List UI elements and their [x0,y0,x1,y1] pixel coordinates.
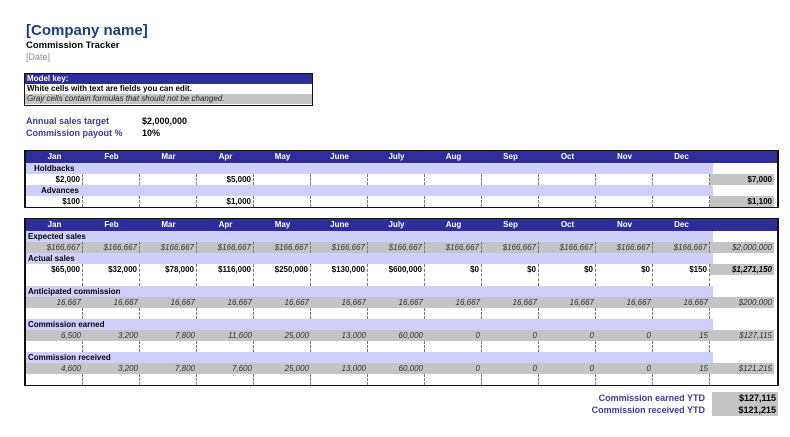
actual-sales-label-row [26,253,777,264]
commission-earned-label-row [26,319,777,330]
commission-earned-cell: 0 [482,330,539,341]
actual-sales-cell[interactable]: $0 [596,264,653,286]
month-header: Oct [560,220,575,229]
model-key-heading: Model key: [25,74,312,84]
blank-cell [254,374,311,385]
month-header: Mar [161,220,176,229]
blank-cell [425,374,482,385]
blank-cell [425,341,482,352]
commission-earned-cell: 3,200 [83,330,140,341]
holdback-cell[interactable] [539,174,596,185]
blank-cell [368,308,425,319]
actual-sales-cell[interactable]: $150 [653,264,710,286]
commission-received-cell: 13,000 [311,363,368,374]
model-key [24,73,313,106]
expected-sales-cell: $166,667 [425,242,482,253]
commission-earned-cell: 0 [539,330,596,341]
blank-cell [140,374,197,385]
expected-sales-label: Expected sales [28,232,86,241]
advance-cell[interactable] [539,196,596,207]
expected-sales-cell: $166,667 [197,242,254,253]
total-blank [713,163,777,174]
blank-cell [710,341,774,352]
payout-percent-input[interactable]: 10% [142,128,161,138]
commission-earned-cell: 7,800 [140,330,197,341]
holdback-cell[interactable]: $5,000 [197,174,254,185]
total-blank [713,352,777,363]
expected-sales-cell: $166,667 [311,242,368,253]
commission-received-cell: 0 [425,363,482,374]
advances-values-row [26,196,777,207]
blank-cell [83,308,140,319]
blank-cell [197,374,254,385]
total-blank [713,185,777,196]
blank-cell [596,341,653,352]
commission-earned-ytd-label: Commission earned YTD [598,393,705,403]
blank-cell [140,341,197,352]
blank-cell [26,374,83,385]
holdback-cell[interactable] [311,174,368,185]
blank-cell [311,341,368,352]
total-blank [713,253,777,264]
actual-sales-cell[interactable]: $0 [425,264,482,286]
expected-sales-cell: $166,667 [83,242,140,253]
commission-earned-cell: 11,600 [197,330,254,341]
blank-cell [539,374,596,385]
anticipated-commission-cell: 16,667 [368,297,425,308]
blank-cell [653,341,710,352]
anticipated-commission-total: $200,000 [710,297,774,308]
month-header: May [274,220,291,229]
commission-received-cell: 4,600 [26,363,83,374]
commission-received-ytd-value: $121,215 [738,405,776,415]
expected-sales-row [26,242,777,253]
holdback-cell[interactable]: $2,000 [26,174,83,185]
blank-cell [425,308,482,319]
month-header: Feb [104,152,119,161]
anticipated-commission-cell: 16,667 [482,297,539,308]
actual-sales-cell[interactable]: $0 [539,264,596,286]
commission-received-cell: 0 [539,363,596,374]
anticipated-commission-cell: 16,667 [596,297,653,308]
blank-cell [197,308,254,319]
expected-sales-cell: $166,667 [26,242,83,253]
sales-target-label: Annual sales target [26,116,110,126]
commission-received-cell: 15 [653,363,710,374]
commission-earned-cell: 0 [425,330,482,341]
month-header: Mar [161,152,176,161]
advance-cell[interactable] [482,196,539,207]
blank-cell [26,308,83,319]
actual-sales-cell[interactable]: $130,000 [311,264,368,286]
commission-earned-row [26,330,777,341]
commission-received-cell: 60,000 [368,363,425,374]
blank-cell [254,341,311,352]
commission-received-cell: 7,800 [140,363,197,374]
month-header: Sep [503,220,518,229]
advance-cell[interactable]: $100 [26,196,83,207]
blank-cell [311,374,368,385]
month-header: June [330,152,349,161]
commission-earned-cell: 6,500 [26,330,83,341]
holdback-cell[interactable] [83,174,140,185]
blank-cell [596,374,653,385]
anticipated-commission-row [26,297,777,308]
actual-sales-row [26,264,777,286]
holdbacks-values-row [26,174,777,185]
expected-sales-cell: $166,667 [140,242,197,253]
commission-received-row [26,363,777,374]
month-header: Feb [104,220,119,229]
blank-cell [254,308,311,319]
month-header-row [26,151,777,163]
actual-sales-cell[interactable]: $0 [482,264,539,286]
month-header: Jan [47,220,62,229]
holdback-cell[interactable] [653,174,710,185]
advance-cell[interactable]: $1,000 [197,196,254,207]
holdbacks-total: $7,000 [710,174,774,185]
commission-earned-cell: 25,000 [254,330,311,341]
model-key-white-note: White cells with text are fields you can edit. [25,84,312,94]
month-header-row [26,219,777,231]
month-header: Apr [218,152,233,161]
date-field[interactable]: [Date] [26,52,51,62]
advance-cell[interactable] [311,196,368,207]
month-header: Apr [218,220,233,229]
expected-sales-cell: $166,667 [368,242,425,253]
commission-received-cell: 25,000 [254,363,311,374]
month-header: Aug [445,220,462,229]
actual-sales-cell[interactable]: $65,000 [26,264,83,286]
expected-sales-cell: $166,667 [482,242,539,253]
month-header: June [330,220,349,229]
holdback-cell[interactable] [140,174,197,185]
blank-cell [596,308,653,319]
company-name[interactable]: [Company name] [26,22,148,39]
holdbacks-label: Holdbacks [34,164,75,173]
advance-cell[interactable] [425,196,482,207]
advance-cell[interactable] [596,196,653,207]
holdbacks-label-row [26,163,777,174]
actual-sales-cell[interactable]: $78,000 [140,264,197,286]
total-header [710,151,774,163]
blank-cell [197,341,254,352]
expected-sales-cell: $166,667 [653,242,710,253]
commission-received-cell: 3,200 [83,363,140,374]
advance-cell[interactable] [368,196,425,207]
holdback-cell[interactable] [596,174,653,185]
advance-cell[interactable] [653,196,710,207]
commission-received-total: $121,215 [710,363,774,374]
blank-cell [539,308,596,319]
blank-cell [482,308,539,319]
sales-commission-table [24,218,779,386]
sheet-title: Commission Tracker [26,40,120,51]
month-header: Oct [560,152,575,161]
blank-cell [482,374,539,385]
spacer-row [26,308,777,319]
month-header: Nov [616,152,633,161]
anticipated-commission-label-row [26,286,777,297]
month-header: Dec [674,152,689,161]
actual-sales-total-cell [710,264,774,286]
anticipated-commission-cell: 16,667 [539,297,596,308]
commission-earned-cell: 0 [596,330,653,341]
anticipated-commission-cell: 16,667 [254,297,311,308]
sales-target-input[interactable]: $2,000,000 [142,116,188,126]
actual-sales-cell[interactable]: $250,000 [254,264,311,286]
month-header: Sep [503,152,518,161]
blank-cell [710,374,774,385]
actual-sales-cell[interactable]: $32,000 [83,264,140,286]
actual-sales-cell[interactable]: $116,000 [197,264,254,286]
commission-received-cell: 0 [482,363,539,374]
expected-sales-cell: $166,667 [596,242,653,253]
actual-sales-total: $1,271,150 [710,264,774,275]
blank-cell [653,308,710,319]
commission-earned-cell: 13,000 [311,330,368,341]
blank-cell [83,374,140,385]
advance-cell[interactable] [140,196,197,207]
holdback-cell[interactable] [425,174,482,185]
commission-received-label: Commission received [28,353,111,362]
blank-cell [539,341,596,352]
month-header: May [274,152,291,161]
holdback-cell[interactable] [482,174,539,185]
advances-label-row [26,185,777,196]
anticipated-commission-cell: 16,667 [311,297,368,308]
blank-cell [368,374,425,385]
blank-cell [26,341,83,352]
anticipated-commission-cell: 16,667 [140,297,197,308]
commission-received-cell: 0 [596,363,653,374]
holdback-cell[interactable] [368,174,425,185]
anticipated-commission-cell: 16,667 [653,297,710,308]
month-header: Jan [47,152,62,161]
payout-percent-label: Commission payout % [26,128,123,138]
month-header: Nov [616,220,633,229]
commission-received-ytd-label: Commission received YTD [591,405,705,415]
anticipated-commission-label: Anticipated commission [28,287,121,296]
total-header [710,219,774,231]
blank-cell [140,308,197,319]
total-blank [713,319,777,330]
month-header: July [388,220,405,229]
anticipated-commission-cell: 16,667 [83,297,140,308]
expected-sales-total: $2,000,000 [710,242,774,253]
advance-cell[interactable] [254,196,311,207]
blank-cell [311,308,368,319]
advances-total: $1,100 [710,196,774,207]
commission-earned-total: $127,115 [710,330,774,341]
holdback-cell[interactable] [254,174,311,185]
anticipated-commission-cell: 16,667 [197,297,254,308]
commission-received-label-row [26,352,777,363]
actual-sales-cell[interactable]: $600,000 [368,264,425,286]
month-header: July [388,152,405,161]
advance-cell[interactable] [83,196,140,207]
model-key-gray-note: Gray cells contain formulas that should not be changed. [25,94,312,104]
expected-sales-cell: $166,667 [254,242,311,253]
commission-earned-ytd-value: $127,115 [738,393,776,403]
anticipated-commission-cell: 16,667 [425,297,482,308]
month-header: Dec [674,220,689,229]
commission-earned-cell: 60,000 [368,330,425,341]
actual-sales-label: Actual sales [28,254,75,263]
anticipated-commission-cell: 16,667 [26,297,83,308]
holdbacks-advances-table [24,150,779,208]
commission-earned-cell: 15 [653,330,710,341]
total-blank [713,286,777,297]
blank-cell [482,341,539,352]
commission-received-cell: 7,600 [197,363,254,374]
spacer-row [26,341,777,352]
blank-cell [710,308,774,319]
commission-earned-label: Commission earned [28,320,105,329]
advances-label: Advances [41,186,79,195]
month-header: Aug [445,152,462,161]
blank-cell [368,341,425,352]
expected-sales-label-row [26,231,777,242]
total-blank [713,231,777,242]
spacer-row [26,374,777,385]
expected-sales-cell: $166,667 [539,242,596,253]
blank-cell [653,374,710,385]
blank-cell [83,341,140,352]
